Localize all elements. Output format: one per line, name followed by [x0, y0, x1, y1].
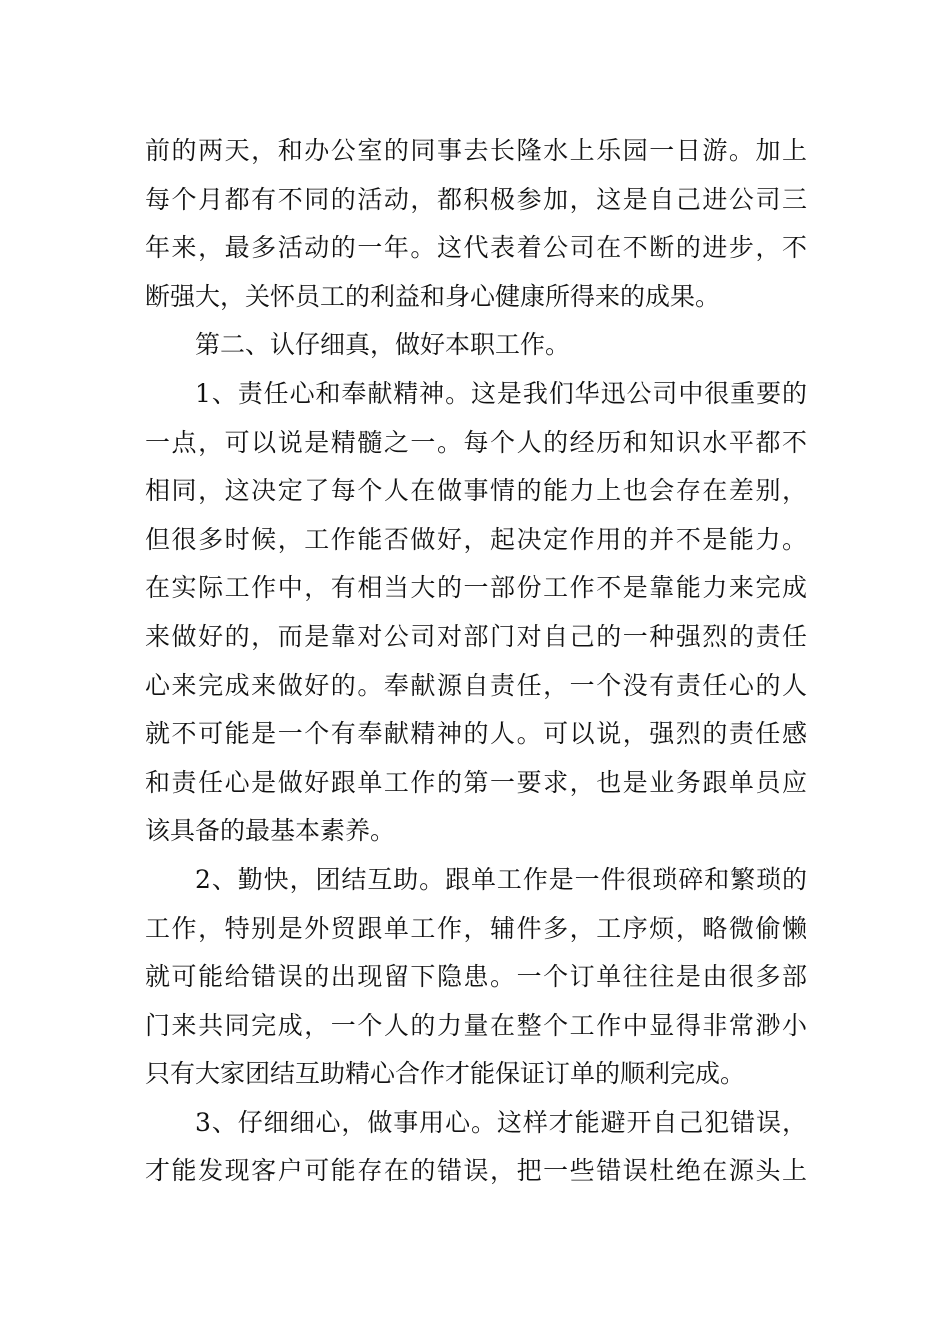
text-line: 一点，可以说是精髓之一。每个人的经历和知识水平都不	[145, 427, 807, 457]
text-line: 工作，特别是外贸跟单工作，辅件多，工序烦，略微偷懒	[145, 913, 807, 943]
text-line: 年来，最多活动的一年。这代表着公司在不断的进步，不	[145, 233, 807, 263]
text-line: 心来完成来做好的。奉献源自责任，一个没有责任心的人	[145, 670, 807, 700]
text-line: 就可能给错误的出现留下隐患。一个订单往往是由很多部	[145, 962, 807, 992]
text-line: 但很多时候，工作能否做好，起决定作用的并不是能力。	[145, 524, 807, 554]
text-line: 1、责任心和奉献精神。这是我们华迅公司中很重要的	[195, 378, 807, 408]
text-line: 每个月都有不同的活动，都积极参加，这是自己进公司三	[145, 184, 807, 214]
text-line: 相同，这决定了每个人在做事情的能力上也会存在差别，	[145, 476, 807, 506]
text-line: 和责任心是做好跟单工作的第一要求，也是业务跟单员应	[145, 767, 807, 797]
text-line: 来做好的，而是靠对公司对部门对自己的一种强烈的责任	[145, 621, 807, 651]
text-line: 门来共同完成，一个人的力量在整个工作中显得非常渺小	[145, 1010, 807, 1040]
text-line: 2、勤快，团结互助。跟单工作是一件很琐碎和繁琐的	[195, 864, 807, 894]
body-text	[145, 127, 807, 1196]
text-line: 才能发现客户可能存在的错误，把一些错误杜绝在源头上	[145, 1156, 807, 1186]
section-heading: 第二、认仔细真，做好本职工作。	[195, 330, 571, 360]
text-line: 就不可能是一个有奉献精神的人。可以说，强烈的责任感	[145, 719, 807, 749]
text-line: 该具备的最基本素养。	[145, 816, 396, 846]
text-line: 3、仔细细心，做事用心。这样才能避开自己犯错误，	[195, 1107, 807, 1137]
text-line: 断强大，关怀员工的利益和身心健康所得来的成果。	[145, 281, 721, 311]
text-line: 只有大家团结互助精心合作才能保证订单的顺利完成。	[145, 1059, 746, 1089]
text-line: 前的两天，和办公室的同事去长隆水上乐园一日游。加上	[145, 136, 807, 165]
text-line: 在实际工作中，有相当大的一部份工作不是靠能力来完成	[145, 573, 807, 603]
